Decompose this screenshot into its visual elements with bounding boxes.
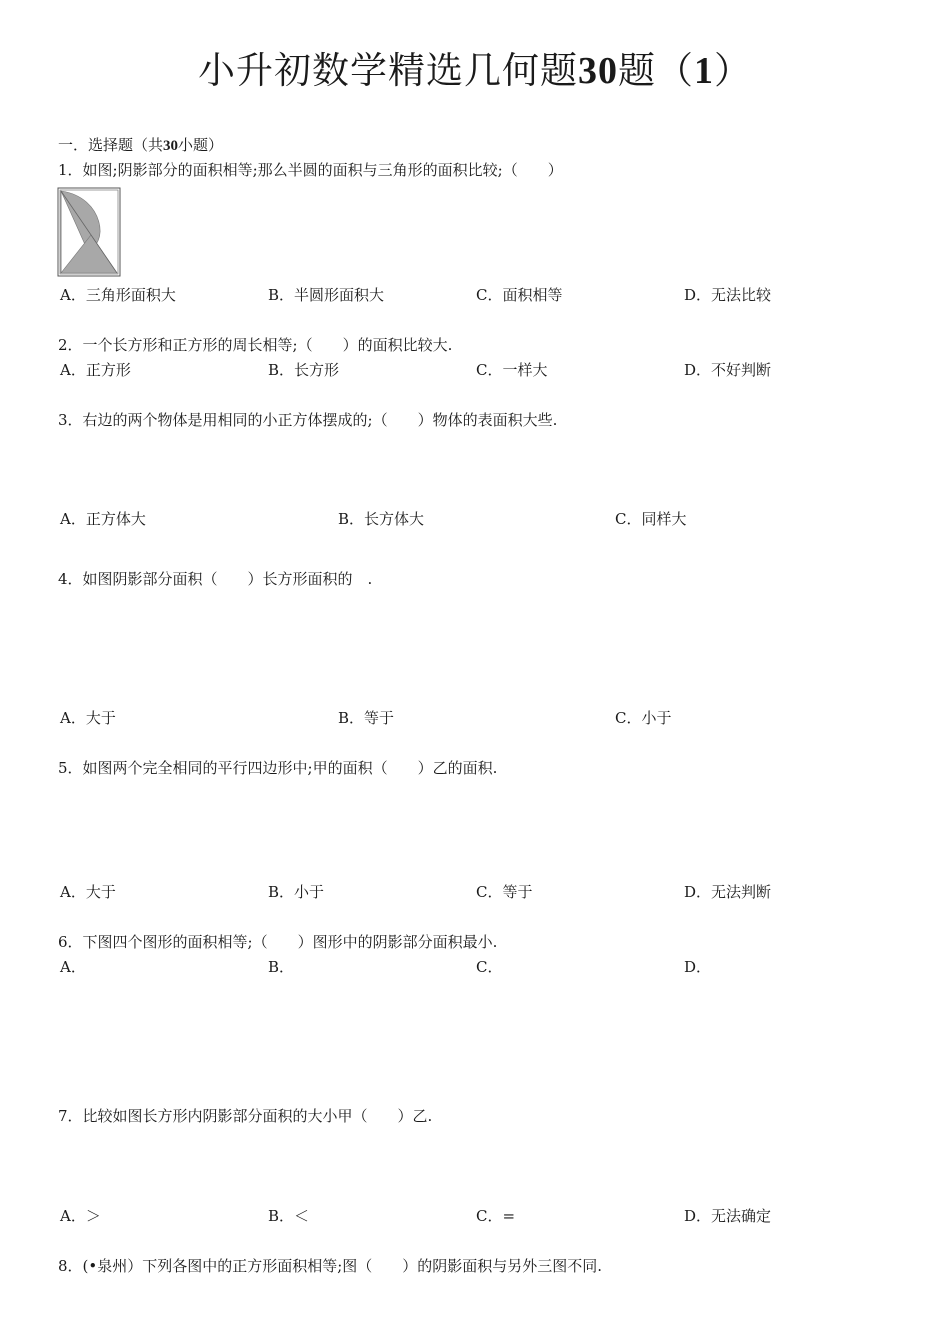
question-4-option-a[interactable]: A．大于 [60, 709, 116, 727]
question-6-stem: 6．下图四个图形的面积相等;（ ）图形中的阴影部分面积最小. [58, 933, 498, 951]
question-2-option-b[interactable]: B．长方形 [268, 361, 340, 379]
question-1-option-b[interactable]: B．半圆形面积大 [268, 286, 385, 304]
question-7-option-d[interactable]: D．无法确定 [684, 1207, 772, 1225]
question-6-option-a[interactable]: A． [60, 958, 86, 976]
question-3-option-b[interactable]: B．长方体大 [338, 510, 425, 528]
question-2-option-c[interactable]: C．一样大 [476, 361, 548, 379]
question-2-option-a[interactable]: A．正方形 [60, 361, 131, 379]
question-7-option-a[interactable]: A．＞ [60, 1207, 101, 1225]
question-5-option-b[interactable]: B．小于 [268, 883, 325, 901]
question-1-figure [57, 187, 121, 277]
question-4-stem: 4．如图阴影部分面积（ ）长方形面积的 . [58, 570, 373, 588]
question-3-option-c[interactable]: C．同样大 [615, 510, 687, 528]
question-7-stem: 7．比较如图长方形内阴影部分面积的大小甲（ ）乙. [58, 1107, 433, 1125]
page-title: 小升初数学精选几何题30题（1） [198, 49, 752, 92]
question-3-stem: 3．右边的两个物体是用相同的小正方体摆成的;（ ）物体的表面积大些. [58, 411, 558, 429]
question-6-option-c[interactable]: C． [476, 958, 503, 976]
question-4-option-b[interactable]: B．等于 [338, 709, 395, 727]
question-8-stem: 8．(•泉州）下列各图中的正方形面积相等;图（ ）的阴影面积与另外三图不同. [58, 1257, 603, 1275]
question-5-option-c[interactable]: C．等于 [476, 883, 533, 901]
question-1-option-d[interactable]: D．无法比较 [684, 286, 772, 304]
question-6-option-d[interactable]: D． [684, 958, 712, 976]
question-2-option-d[interactable]: D．不好判断 [684, 361, 772, 379]
question-1-option-a[interactable]: A．三角形面积大 [60, 286, 176, 304]
section-heading: 一．选择题（共30小题） [58, 136, 224, 154]
question-5-option-d[interactable]: D．无法判断 [684, 883, 772, 901]
question-1-stem: 1．如图;阴影部分的面积相等;那么半圆的面积与三角形的面积比较;（ ） [58, 161, 563, 179]
question-4-option-c[interactable]: C．小于 [615, 709, 672, 727]
question-1-option-c[interactable]: C．面积相等 [476, 286, 563, 304]
question-5-stem: 5．如图两个完全相同的平行四边形中;甲的面积（ ）乙的面积. [58, 759, 498, 777]
question-2-stem: 2．一个长方形和正方形的周长相等;（ ）的面积比较大. [58, 336, 453, 354]
question-3-option-a[interactable]: A．正方体大 [60, 510, 146, 528]
question-6-option-b[interactable]: B． [268, 958, 295, 976]
question-7-option-c[interactable]: C．= [476, 1207, 516, 1225]
question-7-option-b[interactable]: B．＜ [268, 1207, 310, 1225]
question-5-option-a[interactable]: A．大于 [60, 883, 116, 901]
